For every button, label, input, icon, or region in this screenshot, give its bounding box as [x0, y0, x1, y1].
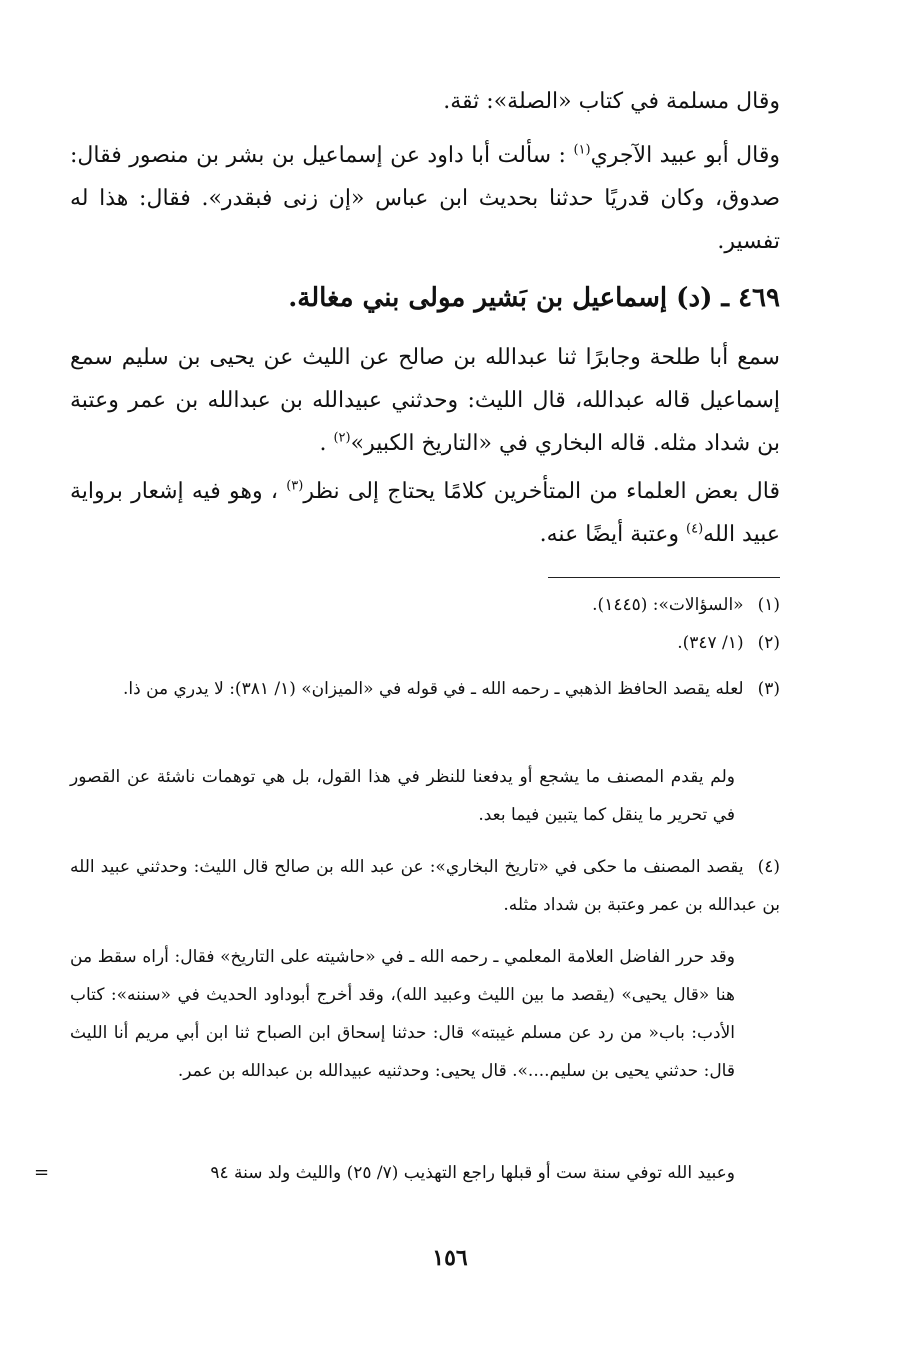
footnote-4-last-line [70, 1154, 735, 1192]
paragraph-text: وقال أبو عبيد الآجري [590, 143, 780, 168]
footnote-ref-2[interactable]: (٢) [333, 430, 351, 446]
footnote-number: (١) [757, 595, 780, 615]
footnote-ref-4[interactable]: (٤) [686, 521, 704, 537]
footnote-ref-3[interactable]: (٣) [286, 478, 304, 494]
paragraph-text: وعتبة أيضًا عنه. [539, 522, 687, 547]
footnote-number: (٢) [757, 633, 780, 653]
page-number: ١٥٦ [432, 1245, 468, 1271]
entry-title: ٤٦٩ ـ (د) إسماعيل بن بَشير مولى بني مغالة. [288, 283, 780, 313]
footnote-text: وقد حرر الفاضل العلامة المعلمي ـ رحمه الله ـ في «حاشيته على التاريخ» فقال: أراه سقط من هنا «قال يحيى» (يقصد ما بين الليث وعبيد الله)، وقد أخرج أبوداود الحديث في «سننه»: كتاب الأدب: باب« من رد عن مسلم غيبته» قال: حدثنا إسحاق ابن الصباح ثنا ابن أبي مريم أنا الليث قال: حدثني يحيى بن سليم....». قال يحيى: وحدثنيه عبيدالله بن عبدالله بن عمر. [70, 947, 735, 1081]
footnote-4 [70, 848, 780, 924]
footnote-text: «السؤالات»: (١٤٤٥). [592, 595, 744, 615]
footnote-text: لعله يقصد الحافظ الذهبي ـ رحمه الله ـ في قوله في «الميزان» (١/ ٣٨١): لا يدري من ذا. [122, 679, 744, 699]
paragraph-text: . [319, 431, 334, 456]
footnote-text: (١/ ٣٤٧). [677, 633, 744, 653]
paragraph-text: وقال مسلمة في كتاب «الصلة»: ثقة. [443, 89, 780, 114]
footnote-number: (٣) [757, 679, 780, 699]
footnote-text: ولم يقدم المصنف ما يشجع أو يدفعنا للنظر في هذا القول، بل هي توهمات ناشئة عن القصور في تحرير ما ينقل كما يتبين فيما بعد. [70, 767, 735, 825]
paragraph-text: ، وهو فيه إشعار برواية عبيد الله [70, 479, 780, 547]
footnote-2 [70, 624, 780, 662]
paragraph-ulama [70, 470, 780, 556]
continuation-mark: = [34, 1162, 50, 1183]
footnote-3-continuation [70, 758, 735, 834]
paragraph-text: قال بعض العلماء من المتأخرين كلامًا يحتاج إلى نظر [303, 479, 780, 504]
footnote-number: (٤) [757, 857, 780, 877]
footnote-separator [548, 577, 780, 578]
entry-heading-469 [70, 276, 780, 320]
paragraph-text: : سألت أبا داود عن إسماعيل بن بشر بن منصور فقال: صدوق، وكان قدريًا حدثنا بحديث ابن عباس «إن زنى فبقدر». فقال: هذا له تفسير. [70, 143, 780, 254]
footnote-3 [70, 670, 780, 708]
footnote-4-continuation [70, 938, 735, 1090]
footnote-text: يقصد المصنف ما حكى في «تاريخ البخاري»: عن عبد الله بن صالح قال الليث: وحدثني عبيد الله بن عبدالله بن عمر وعتبة بن شداد مثله. [70, 857, 780, 915]
paragraph-sama [70, 336, 780, 465]
footnote-1 [70, 586, 780, 624]
paragraph-text: سمع أبا طلحة وجابرًا ثنا عبدالله بن صالح عن الليث عن يحيى بن سليم سمع إسماعيل قاله عبدالله، قال الليث: وحدثني عبيدالله بن عبدالله بن عمر وعتبة بن شداد مثله. قاله البخاري في «التاريخ الكبير» [70, 345, 780, 456]
footnote-text: وعبيد الله توفي سنة ست أو قبلها راجع التهذيب (٧/ ٢٥) والليث ولد سنة ٩٤ [210, 1163, 735, 1183]
paragraph-muslima [70, 80, 780, 123]
paragraph-ajurri [70, 134, 780, 263]
footnote-ref-1[interactable]: (١) [573, 142, 591, 158]
